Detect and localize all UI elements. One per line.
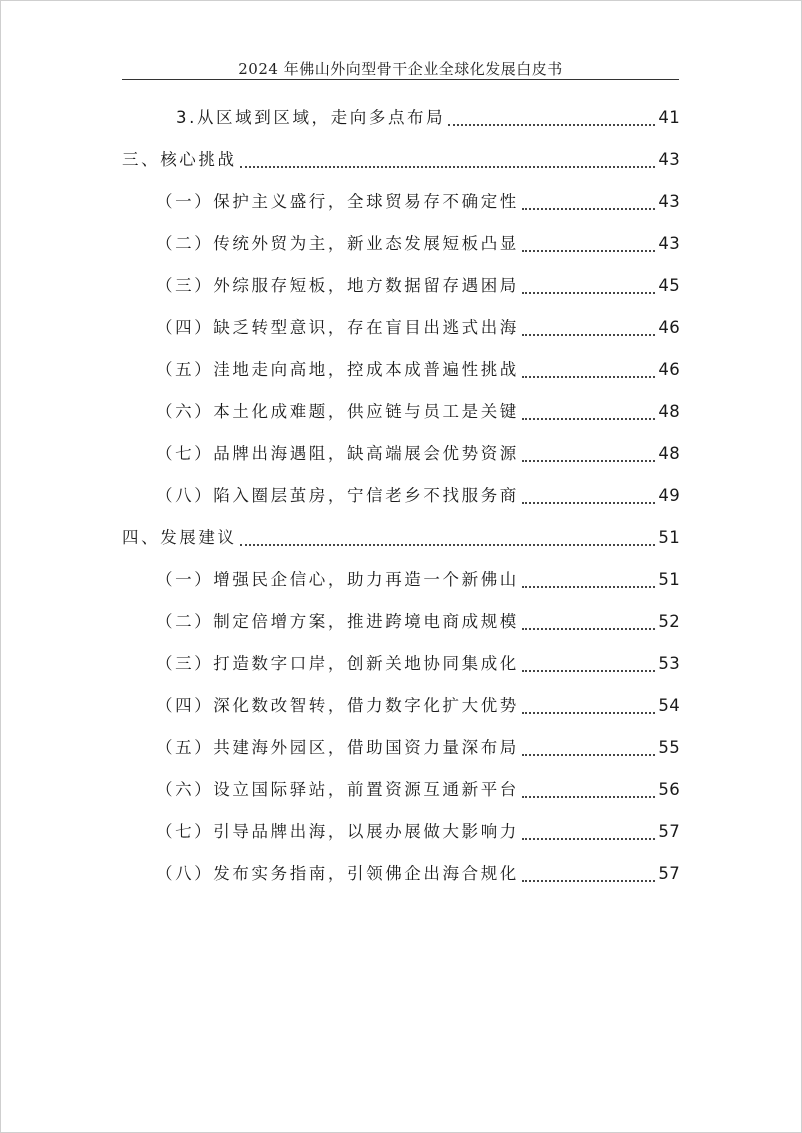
toc-entry-page: 51 [658, 528, 680, 547]
dot-leader [522, 442, 655, 462]
dot-leader [522, 316, 655, 336]
toc-entry-recommendation-1[interactable] [156, 568, 680, 592]
toc-entry-page: 55 [658, 738, 680, 757]
toc-entry-label: （四）缺乏转型意识，存在盲目出逃式出海 [156, 318, 519, 337]
dot-leader [448, 106, 655, 126]
toc-entry-page: 48 [658, 444, 680, 463]
dot-leader [522, 568, 655, 588]
toc-entry-label: （三）外综服存短板，地方数据留存遇困局 [156, 276, 519, 295]
toc-entry-page: 43 [658, 192, 680, 211]
toc-entry-recommendation-8[interactable] [156, 862, 680, 886]
toc-entry-recommendation-5[interactable] [156, 736, 680, 760]
toc-entry-label: （六）设立国际驿站，前置资源互通新平台 [156, 780, 519, 799]
toc-entry-challenge-2[interactable] [156, 232, 680, 256]
toc-entry-page: 46 [658, 318, 680, 337]
toc-entry-page: 51 [658, 570, 680, 589]
toc-entry-page: 52 [658, 612, 680, 631]
toc-entry-challenge-3[interactable] [156, 274, 680, 298]
toc-entry-core-challenges[interactable] [122, 148, 680, 172]
dot-leader [522, 778, 655, 798]
dot-leader [522, 610, 655, 630]
toc-entry-page: 48 [658, 402, 680, 421]
dot-leader [240, 148, 656, 168]
toc-entry-3-regions[interactable] [176, 106, 680, 130]
toc-entry-page: 41 [658, 108, 680, 127]
toc-entry-challenge-1[interactable] [156, 190, 680, 214]
toc-entry-label: （一）增强民企信心，助力再造一个新佛山 [156, 570, 519, 589]
toc-entry-challenge-8[interactable] [156, 484, 680, 508]
toc-entry-label: 3.从区域到区域，走向多点布局 [176, 108, 446, 127]
toc-entry-page: 56 [658, 780, 680, 799]
toc-entry-label: 三、核心挑战 [122, 150, 237, 169]
toc-entry-label: （五）洼地走向高地，控成本成普遍性挑战 [156, 360, 519, 379]
dot-leader [522, 232, 655, 252]
dot-leader [522, 400, 655, 420]
toc-entry-page: 57 [658, 822, 680, 841]
dot-leader [240, 526, 656, 546]
dot-leader [522, 694, 655, 714]
toc-entry-label: （七）引导品牌出海，以展办展做大影响力 [156, 822, 519, 841]
toc-entry-recommendations[interactable] [122, 526, 680, 550]
dot-leader [522, 358, 655, 378]
toc-entry-challenge-5[interactable] [156, 358, 680, 382]
toc-entry-page: 57 [658, 864, 680, 883]
toc-entry-recommendation-6[interactable] [156, 778, 680, 802]
toc-entry-label: （二）传统外贸为主，新业态发展短板凸显 [156, 234, 519, 253]
toc-entry-recommendation-2[interactable] [156, 610, 680, 634]
toc-entry-page: 54 [658, 696, 680, 715]
toc-entry-label: （五）共建海外园区，借助国资力量深布局 [156, 738, 519, 757]
toc-entry-label: （一）保护主义盛行，全球贸易存不确定性 [156, 192, 519, 211]
dot-leader [522, 190, 655, 210]
dot-leader [522, 862, 655, 882]
toc-entry-label: （三）打造数字口岸，创新关地协同集成化 [156, 654, 519, 673]
toc-entry-label: （八）发布实务指南，引领佛企出海合规化 [156, 864, 519, 883]
running-header-title: 2024 年佛山外向型骨干企业全球化发展白皮书 [238, 60, 563, 78]
toc-entry-recommendation-7[interactable] [156, 820, 680, 844]
toc-entry-page: 43 [658, 234, 680, 253]
toc-entry-label: （四）深化数改智转，借力数字化扩大优势 [156, 696, 519, 715]
toc-entry-label: 四、发展建议 [122, 528, 237, 547]
toc-entry-recommendation-3[interactable] [156, 652, 680, 676]
dot-leader [522, 820, 655, 840]
toc-entry-recommendation-4[interactable] [156, 694, 680, 718]
toc-entry-label: （六）本土化成难题，供应链与员工是关键 [156, 402, 519, 421]
toc-entry-label: （八）陷入圈层茧房，宁信老乡不找服务商 [156, 486, 519, 505]
toc-entry-page: 43 [658, 150, 680, 169]
toc-entry-page: 46 [658, 360, 680, 379]
toc-entry-challenge-6[interactable] [156, 400, 680, 424]
toc-entry-challenge-7[interactable] [156, 442, 680, 466]
dot-leader [522, 484, 655, 504]
toc-entry-challenge-4[interactable] [156, 316, 680, 340]
dot-leader [522, 736, 655, 756]
toc-entry-label: （七）品牌出海遇阻，缺高端展会优势资源 [156, 444, 519, 463]
toc-entry-page: 53 [658, 654, 680, 673]
dot-leader [522, 274, 655, 294]
dot-leader [522, 652, 655, 672]
toc-entry-page: 49 [658, 486, 680, 505]
toc-entry-label: （二）制定倍增方案，推进跨境电商成规模 [156, 612, 519, 631]
toc-entry-page: 45 [658, 276, 680, 295]
